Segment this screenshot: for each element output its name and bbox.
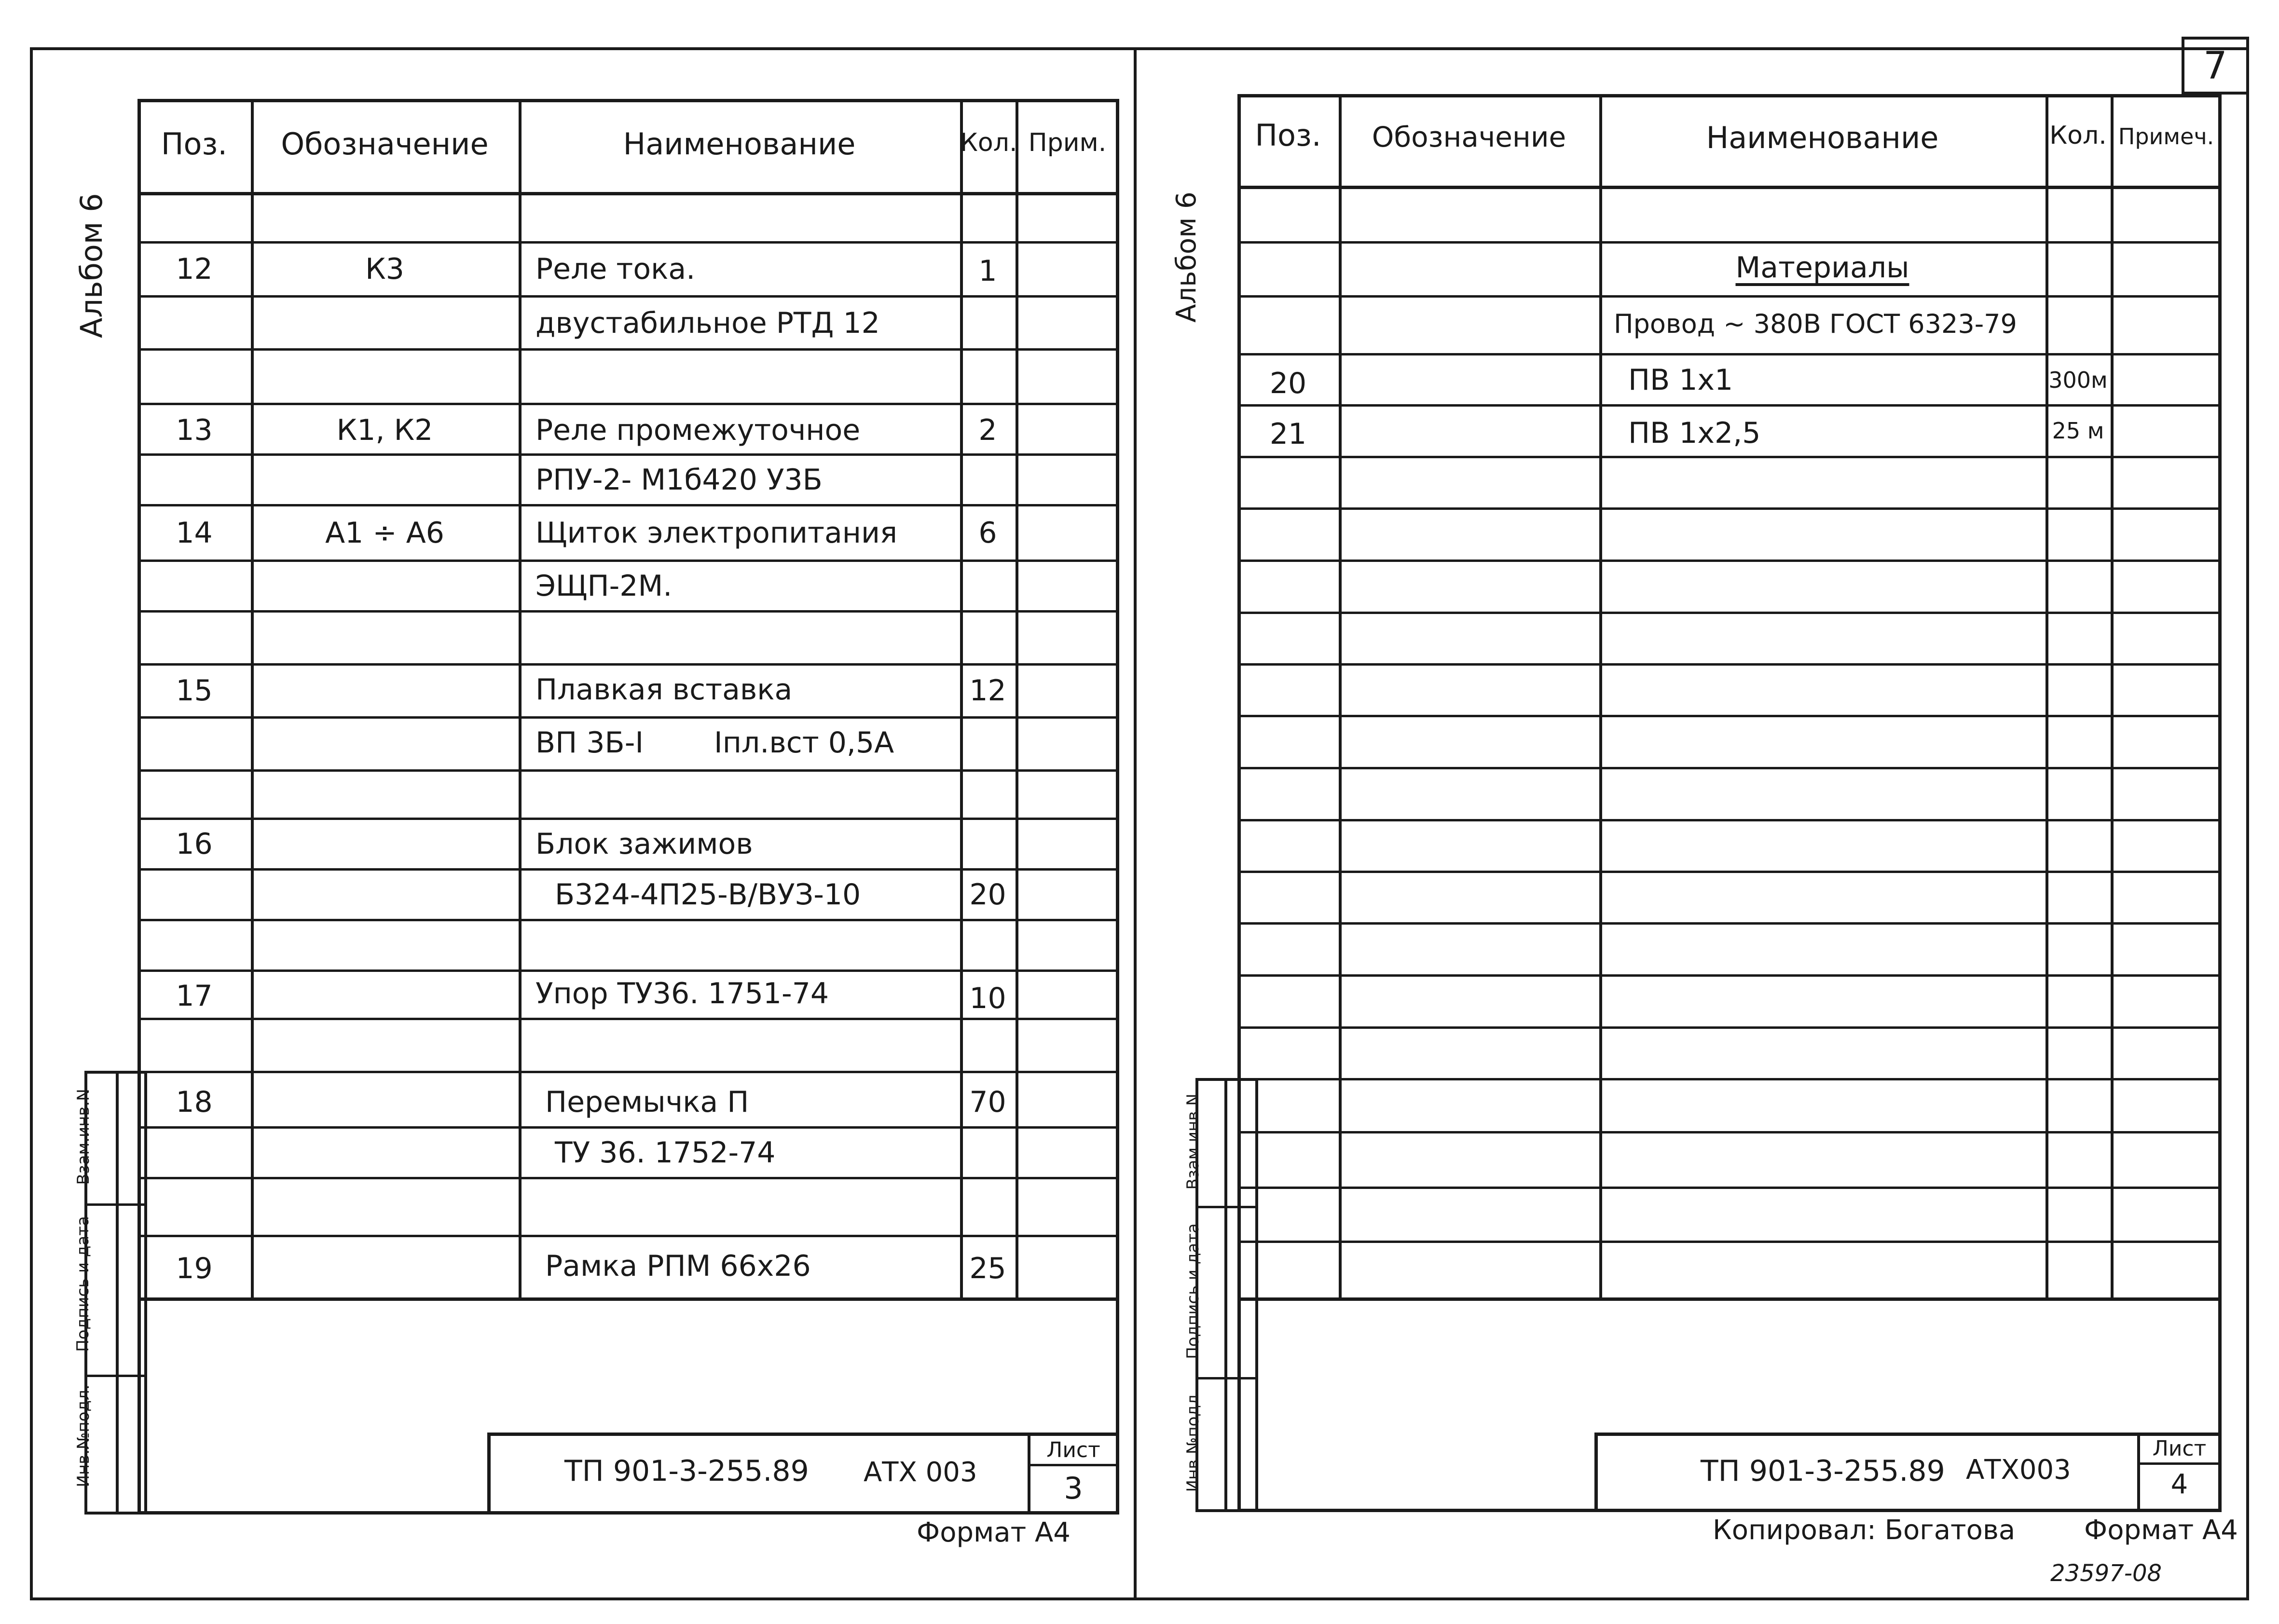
left-header-name: Наименование <box>623 126 856 162</box>
left-row-qty: 70 <box>969 1085 1006 1119</box>
right-row-pos: 20 <box>1269 367 1307 400</box>
left-row-pos: 16 <box>176 827 213 861</box>
right-row-line <box>1237 1078 2222 1080</box>
left-row-pos: 19 <box>176 1252 213 1285</box>
left-row-line <box>137 241 1119 244</box>
left-format-label: Формат А4 <box>917 1517 1071 1548</box>
left-row-name: ВП 3Б-I <box>535 726 644 760</box>
archive-number: 23597-08 <box>2050 1560 2162 1587</box>
right-col-line-1 <box>1339 94 1342 1297</box>
left-sheet-label-line <box>1028 1464 1119 1466</box>
right-row-line <box>1237 715 2222 717</box>
left-row-qty: 10 <box>969 982 1006 1015</box>
right-header-pos: Поз. <box>1255 118 1321 153</box>
left-row-name: двустабильное РТД 12 <box>535 306 880 340</box>
right-header-line <box>1237 186 2222 189</box>
left-row-qty: 25 <box>969 1252 1006 1285</box>
left-row-line <box>137 1235 1119 1237</box>
right-row-line <box>1237 560 2222 562</box>
left-stamp-divider <box>116 1071 119 1515</box>
right-doc-code: ТП 901-3-255.89 <box>1701 1454 1945 1488</box>
right-row-pos: 21 <box>1269 417 1307 451</box>
right-row-line <box>1237 1026 2222 1029</box>
right-row-line <box>1237 295 2222 298</box>
left-row-pos: 18 <box>176 1085 213 1119</box>
left-header-note: Прим. <box>1028 128 1107 157</box>
stamp-label-inv-right: Инв.№подл. <box>1183 1389 1203 1492</box>
right-row-line <box>1237 1241 2222 1243</box>
right-row-line <box>1237 922 2222 925</box>
right-col-line-4 <box>2111 94 2114 1297</box>
left-row-line <box>137 969 1119 972</box>
left-row-line <box>137 453 1119 456</box>
right-row-line <box>1237 1131 2222 1133</box>
right-header-note: Примеч. <box>2118 123 2214 150</box>
left-row-line <box>137 504 1119 506</box>
left-col-line-4 <box>1016 99 1018 1297</box>
right-row-line <box>1237 507 2222 510</box>
left-row-line <box>137 560 1119 562</box>
right-table-bottom-line <box>1237 1297 2222 1301</box>
right-format-label: Формат А4 <box>2084 1515 2238 1546</box>
left-row-designation: К3 <box>365 252 404 286</box>
left-sheet-number: 3 <box>1064 1471 1083 1506</box>
album-label-right: Альбом 6 <box>1171 191 1202 323</box>
left-row-line <box>137 769 1119 772</box>
left-row-line <box>137 818 1119 820</box>
left-row-line <box>137 403 1119 405</box>
right-header-designation: Обозначение <box>1372 121 1566 153</box>
left-row-name: Реле промежуточное <box>535 413 861 447</box>
right-row-qty: 25 м <box>2052 418 2104 444</box>
left-row-pos: 15 <box>176 674 213 708</box>
left-row-line <box>137 348 1119 351</box>
left-row-line <box>137 295 1119 298</box>
right-col-line-3 <box>2046 94 2048 1297</box>
left-header-designation: Обозначение <box>281 126 489 162</box>
right-row-line <box>1237 1187 2222 1189</box>
right-row-line <box>1237 819 2222 821</box>
left-table-bottom-line <box>137 1297 1119 1301</box>
left-header-pos: Поз. <box>161 126 228 162</box>
right-row-name: ПВ 1х1 <box>1628 363 1733 397</box>
left-row-name: Щиток электропитания <box>535 516 898 550</box>
left-doc-id: АТХ 003 <box>864 1457 977 1488</box>
right-row-line <box>1237 241 2222 244</box>
stamp-label-sign-right: Подпись и дата <box>1183 1223 1203 1359</box>
left-row-line <box>137 663 1119 666</box>
right-row-line <box>1237 612 2222 614</box>
right-row-line <box>1237 871 2222 873</box>
left-row-name: Упор ТУ36. 1751-74 <box>535 977 829 1010</box>
left-row-designation: А1 ÷ А6 <box>325 516 444 550</box>
left-row-qty: 1 <box>978 254 997 288</box>
right-row-line <box>1237 353 2222 355</box>
right-doc-id: АТХ003 <box>1966 1454 2071 1486</box>
left-col-line-2 <box>519 99 522 1297</box>
left-row-name: Блок зажимов <box>535 827 753 861</box>
materials-section-title: Материалы <box>1735 251 1909 285</box>
left-row-name: ЭЩП-2М. <box>535 569 673 603</box>
left-row-line <box>137 1126 1119 1129</box>
right-row-line <box>1237 404 2222 407</box>
sheet-center-fold <box>1134 47 1137 1600</box>
left-row-name: Реле тока. <box>535 252 696 286</box>
left-sheet-label: Лист <box>1046 1438 1100 1462</box>
left-row-name: ТУ 36. 1752-74 <box>555 1136 776 1170</box>
left-row-line <box>137 610 1119 613</box>
right-sheet-label-line <box>2137 1462 2222 1465</box>
right-row-line <box>1237 974 2222 977</box>
left-row-name: Б324-4П25-В/ВУЗ-10 <box>555 878 861 912</box>
left-row-name-secondary: Iпл.вст 0,5А <box>714 726 894 760</box>
left-row-name: Рамка РПМ 66х26 <box>545 1249 811 1283</box>
right-row-name: Провод ~ 380В ГОСТ 6323-79 <box>1614 309 2017 339</box>
stamp-label-replace-right: Взам.инв.N <box>1183 1093 1203 1190</box>
left-row-name: Перемычка П <box>545 1085 749 1119</box>
left-row-line <box>137 919 1119 921</box>
right-row-line <box>1237 663 2222 666</box>
left-row-pos: 13 <box>176 413 213 447</box>
left-row-pos: 14 <box>176 516 213 550</box>
stamp-label-inv-left: Инв.№подл. <box>74 1384 93 1488</box>
right-row-name: ПВ 1х2,5 <box>1628 416 1761 450</box>
right-stamp-divider <box>1224 1078 1227 1512</box>
left-header-qty: Кол. <box>960 128 1017 157</box>
left-header-line <box>137 192 1119 195</box>
right-header-qty: Кол. <box>2049 121 2107 150</box>
right-sheet-label: Лист <box>2152 1436 2207 1461</box>
right-row-line <box>1237 456 2222 458</box>
left-row-qty: 2 <box>978 413 997 447</box>
left-row-line <box>137 716 1119 719</box>
left-row-line <box>137 868 1119 871</box>
stamp-label-sign-left: Подпись и дата <box>73 1216 93 1352</box>
right-row-line <box>1237 767 2222 769</box>
right-row-qty: 300м <box>2048 367 2108 393</box>
album-label-left: Альбом 6 <box>74 193 109 338</box>
left-row-line <box>137 1018 1119 1020</box>
left-doc-code: ТП 901-3-255.89 <box>564 1454 809 1488</box>
left-row-line <box>137 1071 1119 1073</box>
left-row-qty: 6 <box>978 516 997 550</box>
right-sheet-number: 4 <box>2170 1469 2188 1500</box>
left-row-qty: 12 <box>969 674 1006 708</box>
copied-by: Копировал: Богатова <box>1713 1515 2016 1546</box>
stamp-label-replace-left: Взам.инв.N <box>74 1089 93 1185</box>
left-row-name: РПУ-2- М1б420 У3Б <box>535 463 823 497</box>
left-row-pos: 17 <box>176 979 213 1013</box>
left-row-line <box>137 1177 1119 1179</box>
right-header-name: Наименование <box>1706 120 1939 155</box>
left-row-qty: 20 <box>969 878 1006 912</box>
page-number: 7 <box>2203 44 2227 88</box>
left-row-name: Плавкая вставка <box>535 673 793 707</box>
left-row-pos: 12 <box>176 252 213 286</box>
left-row-designation: К1, К2 <box>336 413 433 447</box>
